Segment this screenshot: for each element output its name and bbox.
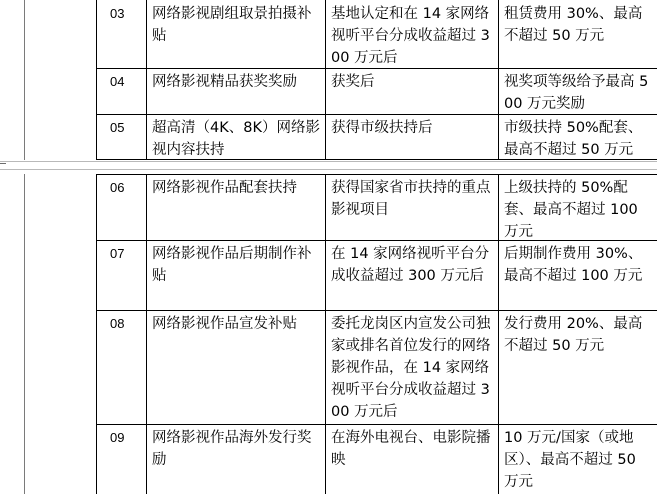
project-name: 网络影视剧组取景拍摄补贴 (152, 6, 312, 44)
support-standard: 视奖项等级给予最高 500 万元奖励 (504, 74, 649, 112)
project-name: 网络影视作品海外发行奖励 (152, 430, 312, 468)
project-name: 网络影视作品宣发补贴 (152, 316, 297, 332)
application-condition: 获得国家省市扶持的重点影视项目 (331, 180, 491, 218)
row-number: 09 (110, 430, 125, 445)
application-condition: 获得市级扶持后 (331, 120, 433, 136)
row-number: 07 (110, 246, 125, 261)
support-standard: 租赁费用 30%、最高不超过 50 万元 (504, 6, 643, 44)
col-border (498, 0, 499, 160)
col-border (146, 174, 147, 494)
support-standard: 后期制作费用 30%、最高不超过 100 万元 (504, 246, 643, 284)
page-margin-line (24, 0, 25, 160)
col-border (146, 0, 147, 160)
application-condition: 在 14 家网络视听平台分成收益超过 300 万元后 (331, 246, 490, 284)
row-number: 05 (110, 120, 125, 135)
page-corner-mark (0, 163, 6, 164)
row-number: 06 (110, 180, 125, 195)
page-margin-line (24, 174, 25, 494)
application-condition: 获奖后 (331, 74, 375, 90)
page-break-line-bottom (0, 169, 657, 170)
row-number: 03 (110, 6, 125, 21)
row-border (96, 424, 657, 425)
application-condition: 在海外电视台、电影院播映 (331, 430, 491, 468)
project-name: 网络影视精品获奖奖励 (152, 74, 297, 90)
project-name: 网络影视作品后期制作补贴 (152, 246, 312, 284)
col-border (325, 0, 326, 160)
application-condition: 委托龙岗区内宣发公司独家或排名首位发行的网络影视作品，在 14 家网络视听平台分成收益超过 300 万元后 (331, 316, 491, 420)
page-break-gap (0, 160, 657, 174)
row-border (96, 174, 657, 175)
col-border (96, 0, 97, 160)
support-standard: 发行费用 20%、最高不超过 50 万元 (504, 316, 643, 354)
col-border (96, 174, 97, 494)
col-border (325, 174, 326, 494)
support-standard: 市级扶持 50%配套、最高不超过 50 万元 (504, 120, 643, 158)
project-name: 网络影视作品配套扶持 (152, 180, 297, 196)
support-standard: 上级扶持的 50%配套、最高不超过 100 万元 (504, 180, 638, 240)
page-break-line-top (0, 161, 657, 162)
row-number: 04 (110, 74, 125, 89)
col-border (498, 174, 499, 494)
row-number: 08 (110, 316, 125, 331)
application-condition: 基地认定和在 14 家网络视听平台分成收益超过 300 万元后 (331, 6, 490, 66)
row-border (96, 310, 657, 311)
support-standard: 10 万元/国家（或地区）、最高不超过 50 万元 (504, 430, 636, 490)
project-name: 超高清（4K、8K）网络影视内容扶持 (152, 120, 320, 158)
